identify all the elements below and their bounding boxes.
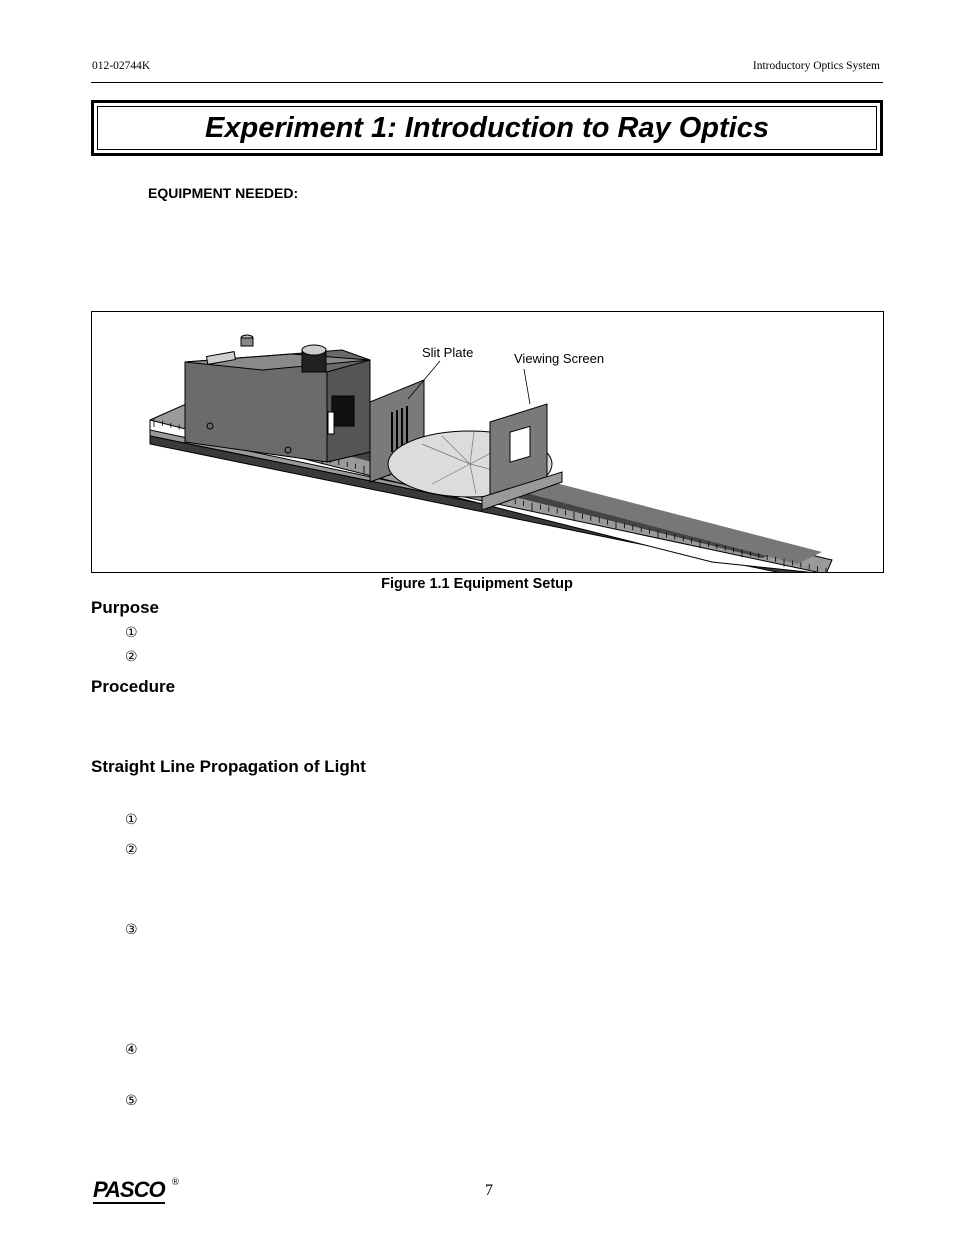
slit-plate-label: Slit Plate [422, 345, 474, 360]
step-marker-3: ③ [125, 922, 138, 938]
section-straight-line-propagation: Straight Line Propagation of Light [91, 757, 366, 776]
section-procedure: Procedure [91, 677, 176, 696]
figure-equipment-setup [91, 311, 884, 573]
header-product-name: Introductory Optics System [752, 60, 880, 72]
equipment-illustration [92, 312, 883, 572]
light-source-slot [328, 412, 334, 434]
viewing-screen-pointer [524, 369, 530, 404]
page-number: 7 [485, 1182, 493, 1199]
equipment-heading: EQUIPMENT NEEDED: [148, 185, 299, 201]
light-source-aperture [332, 396, 354, 426]
step-marker-1: ① [125, 812, 138, 828]
viewing-screen-label: Viewing Screen [514, 351, 605, 366]
title-inner-frame [97, 106, 877, 150]
figure-caption: Figure 1.1 Equipment Setup [381, 576, 573, 592]
purpose-marker-2: ② [125, 649, 138, 665]
viewing-screen-window [510, 426, 530, 462]
step-marker-4: ④ [125, 1042, 138, 1058]
pasco-logo-text: PASCO [93, 1177, 165, 1202]
registered-mark: ® [171, 1177, 180, 1188]
header-doc-number: 012-02744K [92, 60, 151, 72]
light-source-knob-small-body [241, 338, 253, 346]
light-source-knob-large-top [302, 345, 326, 355]
step-marker-2: ② [125, 842, 138, 858]
step-marker-5: ⑤ [125, 1093, 138, 1109]
title-frame [91, 100, 883, 156]
purpose-marker-1: ① [125, 625, 138, 641]
page-title: Experiment 1: Introduction to Ray Optics [205, 111, 769, 144]
section-purpose: Purpose [91, 598, 160, 617]
header-rule [91, 82, 883, 83]
